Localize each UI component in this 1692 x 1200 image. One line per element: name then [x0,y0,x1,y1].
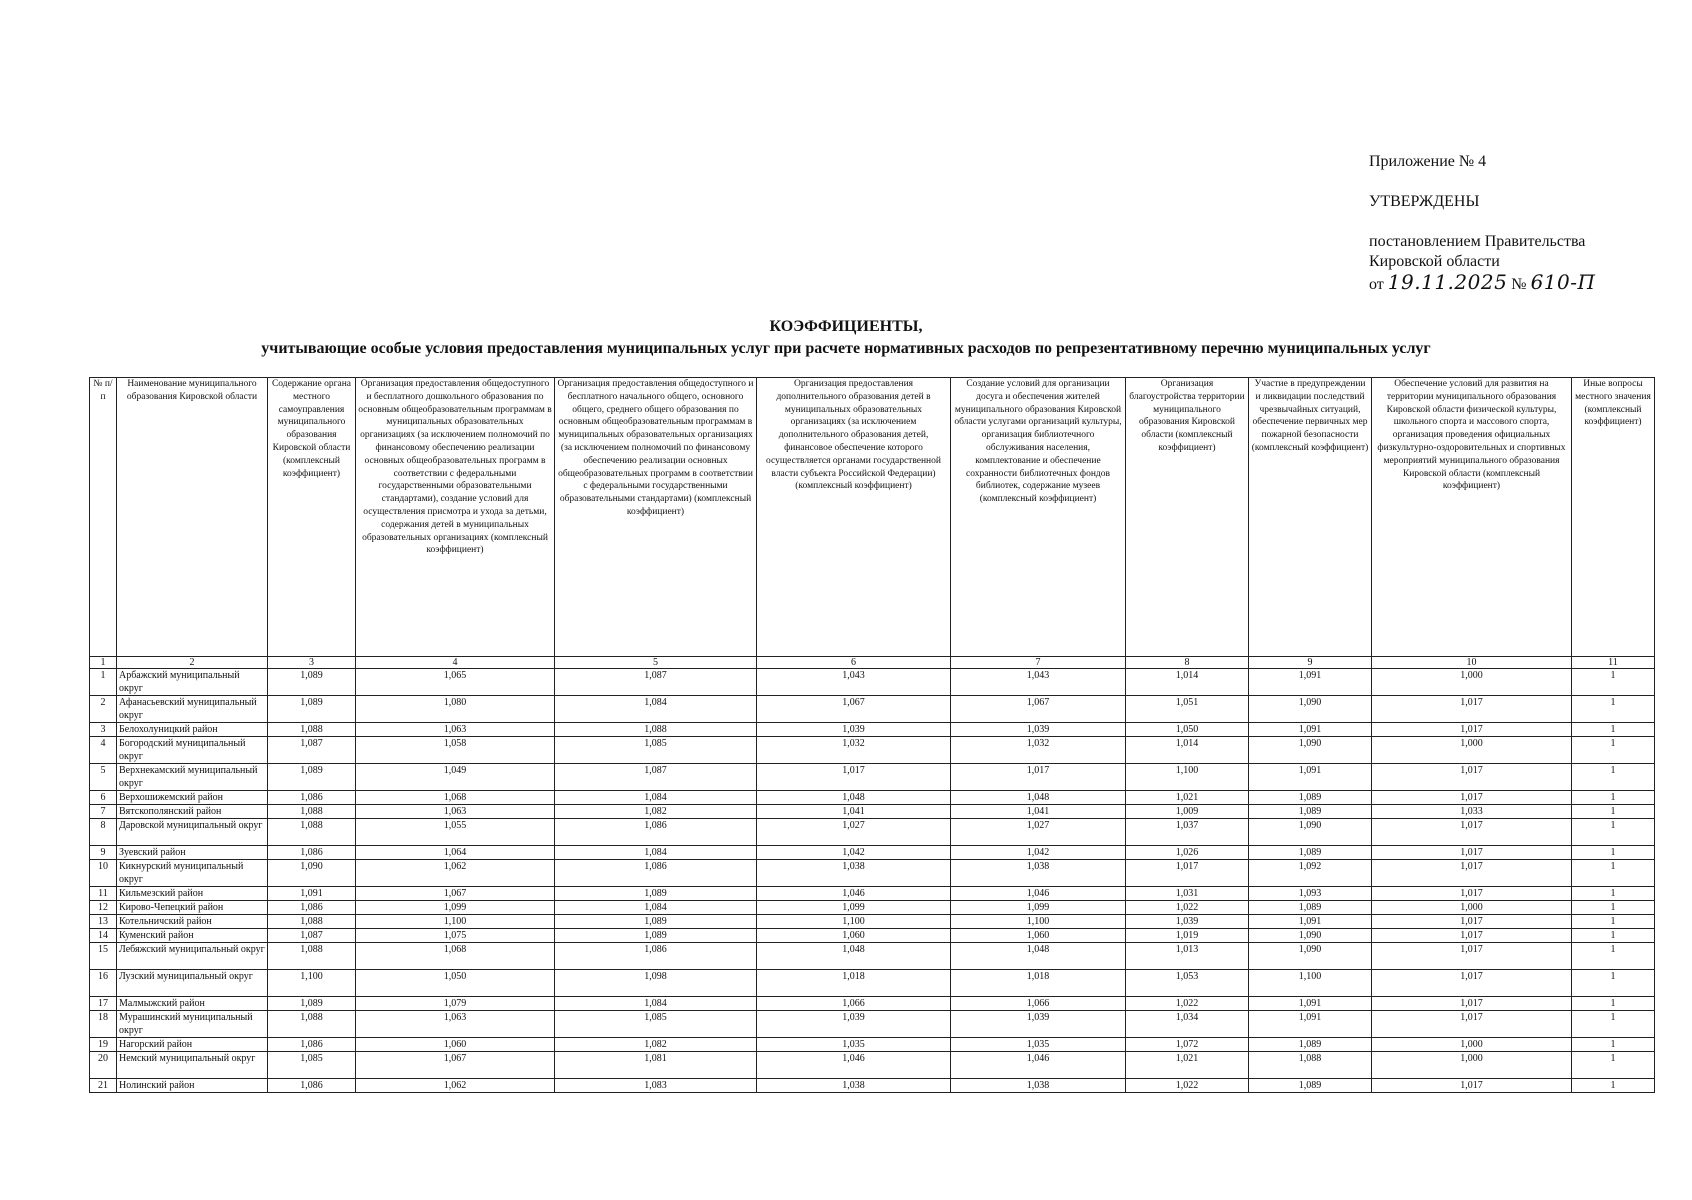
coefficient-cell: 1,085 [268,1052,356,1079]
coefficient-cell: 1,089 [268,764,356,791]
coefficient-cell: 1,017 [1372,929,1572,943]
coefficient-cell: 1,088 [268,1011,356,1038]
coefficient-cell: 1,091 [1249,915,1372,929]
row-number: 5 [90,764,117,791]
coefficient-cell: 1,048 [757,791,951,805]
coefficient-cell: 1,085 [555,1011,757,1038]
coefficient-cell: 1,089 [268,696,356,723]
coefficient-cell: 1 [1572,915,1655,929]
municipality-name: Лебяжский муниципальный округ [117,943,268,970]
coefficient-cell: 1,066 [757,997,951,1011]
row-number: 9 [90,846,117,860]
coefficient-cell: 1,088 [268,819,356,846]
coefficient-cell: 1 [1572,997,1655,1011]
coefficient-cell: 1,017 [1372,1079,1572,1093]
coefficient-cell: 1,089 [555,887,757,901]
coefficient-cell: 1,021 [1126,791,1249,805]
coefficient-cell: 1,021 [1126,1052,1249,1079]
coefficient-cell: 1 [1572,860,1655,887]
coefficient-cell: 1,091 [1249,764,1372,791]
coefficient-cell: 1,041 [951,805,1126,819]
column-number-row [90,657,1655,669]
coefficient-cell: 1,084 [555,997,757,1011]
header-sports: Обеспечение условий для развития на территории муниципального образования Кировской области физической культуры, школьного спорта и массового спорта, организация проведения официальных физкультурно-оздоровительных и спортивных мероприятий муниципального образования Кировской области (комплексный коэффициент) [1372,378,1572,657]
coefficient-cell: 1,086 [268,1079,356,1093]
row-number: 13 [90,915,117,929]
row-number: 19 [90,1038,117,1052]
coefficient-cell: 1,091 [268,887,356,901]
table-row [90,970,1655,997]
coefficient-cell: 1,100 [1126,764,1249,791]
row-number: 21 [90,1079,117,1093]
row-number: 20 [90,1052,117,1079]
coefficient-cell: 1,053 [1126,970,1249,997]
coefficient-cell: 1,039 [757,1011,951,1038]
decree-date: 19.11.2025 [1387,270,1508,294]
coefficient-cell: 1,055 [356,819,555,846]
table-row [90,887,1655,901]
coefficient-cell: 1,017 [1372,997,1572,1011]
coefficient-cell: 1,034 [1126,1011,1249,1038]
coefficient-cell: 1 [1572,1011,1655,1038]
header-general-education: Организация предоставления общедоступного и бесплатного начального общего, основного общего, среднего общего образования по основным общеобразовательным программам в муниципальных образовательных организациях (за исключением полномочий по финансовому обеспечению реализации основных общеобразовательных программ в соответствии с федеральными государственными образовательными стандартами) (комплексный коэффициент) [555,378,757,657]
coefficient-cell: 1,049 [356,764,555,791]
column-number: 7 [951,657,1126,669]
coefficient-cell: 1,060 [951,929,1126,943]
header-number: № п/п [90,378,117,657]
column-number: 3 [268,657,356,669]
coefficient-cell: 1,017 [1372,887,1572,901]
coefficient-cell: 1,086 [555,860,757,887]
approval-block [1369,152,1595,295]
row-number: 2 [90,696,117,723]
municipality-name: Афанасьевский муниципальный округ [117,696,268,723]
row-number: 4 [90,737,117,764]
coefficient-cell: 1,090 [1249,819,1372,846]
coefficient-cell: 1,099 [356,901,555,915]
coefficient-cell: 1,017 [951,764,1126,791]
table-row [90,805,1655,819]
coefficient-cell: 1,086 [268,901,356,915]
coefficient-cell: 1,022 [1126,1079,1249,1093]
coefficient-cell: 1,038 [951,1079,1126,1093]
header-local-government: Содержание органа местного самоуправления муниципального образования Кировской области (комплексный коэффициент) [268,378,356,657]
coefficient-cell: 1,009 [1126,805,1249,819]
table-row [90,901,1655,915]
coefficient-cell: 1,075 [356,929,555,943]
coefficient-cell: 1,089 [1249,846,1372,860]
table-row [90,860,1655,887]
municipality-name: Зуевский район [117,846,268,860]
row-number: 18 [90,1011,117,1038]
coefficient-cell: 1,046 [757,887,951,901]
coefficient-cell: 1,091 [1249,1011,1372,1038]
table-row [90,997,1655,1011]
table-row [90,819,1655,846]
coefficient-cell: 1 [1572,737,1655,764]
municipality-name: Куменский район [117,929,268,943]
coefficient-cell: 1,088 [268,805,356,819]
coefficient-cell: 1,091 [1249,997,1372,1011]
coefficient-cell: 1,035 [757,1038,951,1052]
coefficient-cell: 1,088 [268,915,356,929]
coefficient-cell: 1,039 [951,723,1126,737]
coefficient-cell: 1,017 [1126,860,1249,887]
table-row [90,1079,1655,1093]
coefficient-cell: 1,091 [1249,723,1372,737]
coefficient-cell: 1,013 [1126,943,1249,970]
coefficient-cell: 1 [1572,723,1655,737]
coefficient-cell: 1,064 [356,846,555,860]
table-row [90,1038,1655,1052]
coefficient-cell: 1,039 [951,1011,1126,1038]
table-header-row [90,378,1655,657]
coefficient-cell: 1,085 [555,737,757,764]
coefficient-cell: 1,086 [268,846,356,860]
coefficient-cell: 1,083 [555,1079,757,1093]
column-number: 8 [1126,657,1249,669]
coefficient-cell: 1,018 [951,970,1126,997]
row-number: 1 [90,669,117,696]
coefficient-cell: 1,088 [268,943,356,970]
coefficient-cell: 1,000 [1372,669,1572,696]
coefficient-cell: 1,089 [1249,805,1372,819]
coefficient-cell: 1,086 [268,791,356,805]
row-number: 17 [90,997,117,1011]
table-row [90,846,1655,860]
table-row [90,1011,1655,1038]
coefficient-cell: 1,100 [268,970,356,997]
coefficient-cell: 1,090 [1249,943,1372,970]
coefficient-cell: 1 [1572,1079,1655,1093]
coefficient-cell: 1,017 [1372,846,1572,860]
coefficient-cell: 1,022 [1126,997,1249,1011]
municipality-name: Арбажский муниципальный округ [117,669,268,696]
coefficient-cell: 1,048 [951,943,1126,970]
row-number: 14 [90,929,117,943]
table-row [90,764,1655,791]
coefficients-table [89,377,1655,1093]
coefficient-cell: 1,065 [356,669,555,696]
municipality-name: Вятскополянский район [117,805,268,819]
coefficient-cell: 1 [1572,929,1655,943]
coefficient-cell: 1,017 [757,764,951,791]
municipality-name: Нолинский район [117,1079,268,1093]
coefficient-cell: 1,084 [555,791,757,805]
coefficient-cell: 1,087 [555,669,757,696]
municipality-name: Богородский муниципальный округ [117,737,268,764]
coefficient-cell: 1,026 [1126,846,1249,860]
decree-line-2: Кировской области [1369,253,1500,270]
coefficient-cell: 1,017 [1372,764,1572,791]
column-number: 5 [555,657,757,669]
coefficient-cell: 1,063 [356,1011,555,1038]
coefficient-cell: 1 [1572,887,1655,901]
coefficient-cell: 1,050 [356,970,555,997]
coefficient-cell: 1,079 [356,997,555,1011]
coefficient-cell: 1 [1572,791,1655,805]
coefficient-cell: 1,089 [1249,1079,1372,1093]
approved-label: УТВЕРЖДЕНЫ [1369,193,1480,210]
column-number: 6 [757,657,951,669]
appendix-label: Приложение № 4 [1369,153,1487,170]
table-row [90,696,1655,723]
header-other: Иные вопросы местного значения (комплексный коэффициент) [1572,378,1655,657]
coefficient-cell: 1,032 [951,737,1126,764]
coefficient-cell: 1,088 [1249,1052,1372,1079]
coefficient-cell: 1,043 [951,669,1126,696]
coefficient-cell: 1 [1572,1038,1655,1052]
header-additional-education: Организация предоставления дополнительного образования детей в муниципальных образовательных организациях (за исключением дополнительного образования детей, финансовое обеспечение которого осуществляется органами государственной власти субъекта Российской Федерации) (комплексный коэффициент) [757,378,951,657]
coefficient-cell: 1,000 [1372,1052,1572,1079]
coefficient-cell: 1 [1572,901,1655,915]
coefficient-cell: 1 [1572,846,1655,860]
date-prefix: от [1369,276,1384,293]
coefficient-cell: 1,060 [757,929,951,943]
coefficient-cell: 1,000 [1372,901,1572,915]
coefficient-cell: 1,092 [1249,860,1372,887]
number-label: № [1511,276,1527,293]
coefficient-cell: 1 [1572,943,1655,970]
table-row [90,929,1655,943]
table-row [90,737,1655,764]
coefficient-cell: 1,068 [356,943,555,970]
row-number: 8 [90,819,117,846]
coefficient-cell: 1,082 [555,1038,757,1052]
document-title: КОЭФФИЦИЕНТЫ, [769,318,923,335]
header-municipality: Наименование муниципального образования Кировской области [117,378,268,657]
coefficient-cell: 1,091 [1249,669,1372,696]
municipality-name: Даровской муниципальный округ [117,819,268,846]
municipality-name: Кирово-Чепецкий район [117,901,268,915]
coefficient-cell: 1,046 [757,1052,951,1079]
coefficient-cell: 1,084 [555,846,757,860]
coefficient-cell: 1,088 [555,723,757,737]
coefficient-cell: 1,033 [1372,805,1572,819]
table-row [90,791,1655,805]
coefficient-cell: 1,081 [555,1052,757,1079]
coefficient-cell: 1,090 [1249,929,1372,943]
coefficient-cell: 1,017 [1372,791,1572,805]
row-number: 12 [90,901,117,915]
row-number: 10 [90,860,117,887]
coefficient-cell: 1,100 [356,915,555,929]
coefficient-cell: 1,018 [757,970,951,997]
municipality-name: Кильмезский район [117,887,268,901]
coefficient-cell: 1,022 [1126,901,1249,915]
coefficient-cell: 1,089 [1249,1038,1372,1052]
coefficient-cell: 1,039 [757,723,951,737]
coefficient-cell: 1,089 [555,915,757,929]
header-preschool-education: Организация предоставления общедоступного и бесплатного дошкольного образования по основным общеобразовательным программам в муниципальных образовательных организациях (за исключением полномочий по финансовому обеспечению реализации основных общеобразовательных программ в соответствии с федеральными государственными образовательными стандартами), создание условий для осуществления присмотра и ухода за детьми, содержания детей в муниципальных образовательных организациях (комплексный коэффициент) [356,378,555,657]
coefficient-cell: 1,067 [356,887,555,901]
row-number: 11 [90,887,117,901]
coefficient-cell: 1,089 [1249,791,1372,805]
coefficient-cell: 1,048 [757,943,951,970]
coefficient-cell: 1,039 [1126,915,1249,929]
coefficient-cell: 1,042 [757,846,951,860]
municipality-name: Немский муниципальный округ [117,1052,268,1079]
coefficient-cell: 1,099 [757,901,951,915]
row-number: 16 [90,970,117,997]
coefficient-cell: 1,017 [1372,915,1572,929]
column-number: 1 [90,657,117,669]
coefficient-cell: 1,017 [1372,860,1572,887]
coefficient-cell: 1,088 [268,723,356,737]
coefficient-cell: 1,038 [951,860,1126,887]
coefficient-cell: 1,080 [356,696,555,723]
coefficient-cell: 1,066 [951,997,1126,1011]
coefficient-cell: 1,067 [757,696,951,723]
coefficient-cell: 1,063 [356,805,555,819]
coefficient-cell: 1,027 [757,819,951,846]
row-number: 15 [90,943,117,970]
column-number: 10 [1372,657,1572,669]
column-number: 9 [1249,657,1372,669]
coefficient-cell: 1,014 [1126,669,1249,696]
coefficient-cell: 1,014 [1126,737,1249,764]
municipality-name: Нагорский район [117,1038,268,1052]
coefficient-cell: 1 [1572,1052,1655,1079]
coefficient-cell: 1 [1572,669,1655,696]
coefficient-cell: 1,090 [268,860,356,887]
coefficient-cell: 1,089 [268,669,356,696]
coefficient-cell: 1,082 [555,805,757,819]
coefficient-cell: 1,068 [356,791,555,805]
coefficient-cell: 1,058 [356,737,555,764]
table-row [90,943,1655,970]
coefficient-cell: 1,046 [951,1052,1126,1079]
header-emergency: Участие в предупреждении и ликвидации последствий чрезвычайных ситуаций, обеспечение первичных мер пожарной безопасности (комплексный коэффициент) [1249,378,1372,657]
coefficient-cell: 1,087 [555,764,757,791]
coefficient-cell: 1,017 [1372,696,1572,723]
coefficient-cell: 1,086 [268,1038,356,1052]
coefficient-cell: 1,038 [757,1079,951,1093]
municipality-name: Котельничский район [117,915,268,929]
coefficient-cell: 1,072 [1126,1038,1249,1052]
coefficient-cell: 1,089 [555,929,757,943]
coefficient-cell: 1,067 [356,1052,555,1079]
decree-number: 610-П [1530,270,1596,294]
column-number: 11 [1572,657,1655,669]
coefficient-cell: 1,087 [268,737,356,764]
municipality-name: Мурашинский муниципальный округ [117,1011,268,1038]
coefficient-cell: 1,062 [356,1079,555,1093]
coefficient-cell: 1,100 [951,915,1126,929]
municipality-name: Малмыжский район [117,997,268,1011]
row-number: 7 [90,805,117,819]
coefficient-cell: 1 [1572,805,1655,819]
header-landscaping: Организация благоустройства территории муниципального образования Кировской области (комплексный коэффициент) [1126,378,1249,657]
coefficient-cell: 1,000 [1372,737,1572,764]
row-number: 3 [90,723,117,737]
coefficient-cell: 1,084 [555,901,757,915]
coefficient-cell: 1,037 [1126,819,1249,846]
coefficient-cell: 1,000 [1372,1038,1572,1052]
coefficient-cell: 1 [1572,819,1655,846]
coefficient-cell: 1,031 [1126,887,1249,901]
coefficient-cell: 1,098 [555,970,757,997]
coefficient-cell: 1,051 [1126,696,1249,723]
coefficient-cell: 1,063 [356,723,555,737]
coefficient-cell: 1,100 [1249,970,1372,997]
header-culture: Создание условий для организации досуга и обеспечения жителей муниципального образования Кировской области услугами организаций культуры, организация библиотечного обслуживания населения, комплектование и обеспечение сохранности библиотечных фондов библиотек, содержание музеев (комплексный коэффициент) [951,378,1126,657]
coefficient-cell: 1,038 [757,860,951,887]
coefficient-cell: 1 [1572,696,1655,723]
table-row [90,915,1655,929]
coefficient-cell: 1,067 [951,696,1126,723]
table-row [90,1052,1655,1079]
coefficient-cell: 1,048 [951,791,1126,805]
coefficient-cell: 1,090 [1249,696,1372,723]
coefficient-cell: 1,099 [951,901,1126,915]
coefficient-cell: 1,019 [1126,929,1249,943]
municipality-name: Верхошижемский район [117,791,268,805]
municipality-name: Кикнурский муниципальный округ [117,860,268,887]
row-number: 6 [90,791,117,805]
coefficient-cell: 1,089 [1249,901,1372,915]
coefficient-cell: 1,043 [757,669,951,696]
coefficient-cell: 1,041 [757,805,951,819]
table-row [90,669,1655,696]
coefficient-cell: 1,027 [951,819,1126,846]
coefficient-cell: 1 [1572,970,1655,997]
document-subtitle: учитывающие особые условия предоставления муниципальных услуг при расчете нормативных расходов по репрезентативному перечню муниципальных услуг [261,340,1431,357]
coefficient-cell: 1,035 [951,1038,1126,1052]
decree-line-1: постановлением Правительства [1369,233,1586,250]
coefficient-cell: 1,087 [268,929,356,943]
coefficient-cell: 1,086 [555,819,757,846]
column-number: 2 [117,657,268,669]
coefficient-cell: 1,060 [356,1038,555,1052]
coefficient-cell: 1,062 [356,860,555,887]
table-body [90,657,1655,1093]
municipality-name: Лузский муниципальный округ [117,970,268,997]
coefficient-cell: 1,089 [268,997,356,1011]
municipality-name: Белохолуницкий район [117,723,268,737]
coefficient-cell: 1,100 [757,915,951,929]
coefficient-cell: 1,017 [1372,1011,1572,1038]
coefficient-cell: 1,017 [1372,970,1572,997]
coefficient-cell: 1,017 [1372,723,1572,737]
coefficient-cell: 1,046 [951,887,1126,901]
coefficient-cell: 1,086 [555,943,757,970]
coefficient-cell: 1,093 [1249,887,1372,901]
table-row [90,723,1655,737]
municipality-name: Верхнекамский муниципальный округ [117,764,268,791]
coefficient-cell: 1 [1572,764,1655,791]
coefficient-cell: 1,090 [1249,737,1372,764]
coefficient-cell: 1,084 [555,696,757,723]
coefficient-cell: 1,032 [757,737,951,764]
coefficient-cell: 1,050 [1126,723,1249,737]
coefficient-cell: 1,017 [1372,943,1572,970]
decree-date-line [1369,272,1595,295]
coefficient-cell: 1,017 [1372,819,1572,846]
column-number: 4 [356,657,555,669]
coefficient-cell: 1,042 [951,846,1126,860]
